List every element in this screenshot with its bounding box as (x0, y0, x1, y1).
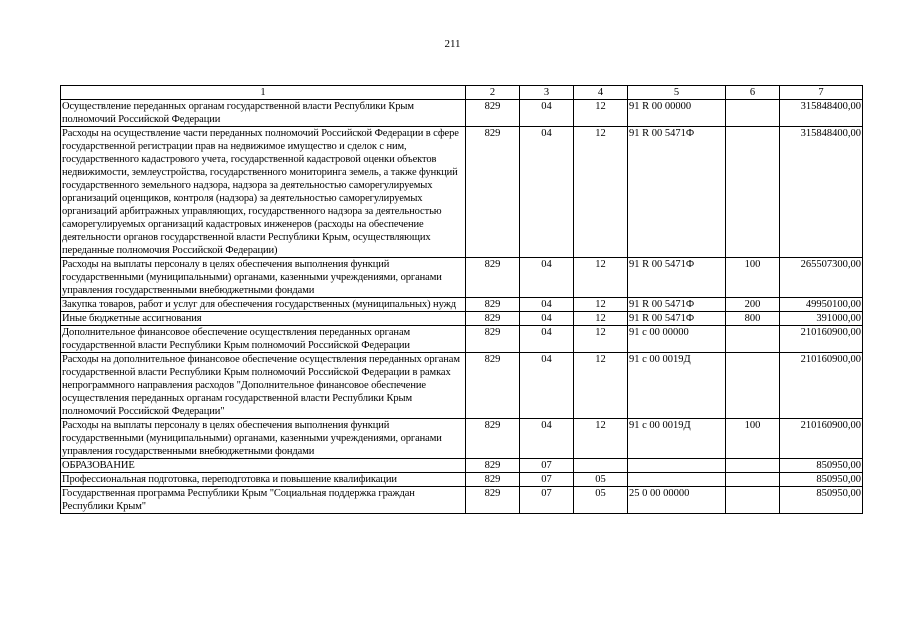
header-col-3: 3 (520, 86, 574, 100)
row-expense-type (726, 487, 780, 514)
row-name: Расходы на дополнительное финансовое обеспечение осуществления переданных органам государственной власти Республики Крым полномочий Российской Федерации в рамках непрограммного направления расходов "Дополнительное финансовое обеспечение осуществления переданных органам государственной власти Республики Крым полномочий Российской Федерации" (61, 353, 466, 419)
row-amount: 315848400,00 (780, 100, 863, 127)
row-target-article: 91 с 00 00000 (628, 326, 726, 353)
row-expense-type: 100 (726, 419, 780, 459)
header-col-1: 1 (61, 86, 466, 100)
row-target-article (628, 459, 726, 473)
table-row (61, 459, 863, 473)
table-row (61, 298, 863, 312)
row-section: 04 (520, 127, 574, 258)
header-col-7: 7 (780, 86, 863, 100)
row-section: 04 (520, 326, 574, 353)
row-ministry-code: 829 (466, 100, 520, 127)
row-name: Государственная программа Республики Крым "Социальная поддержка граждан Республики Крым" (61, 487, 466, 514)
row-ministry-code: 829 (466, 298, 520, 312)
row-target-article: 91 с 00 0019Д (628, 353, 726, 419)
row-subsection: 05 (574, 473, 628, 487)
row-name: Профессиональная подготовка, переподготовка и повышение квалификации (61, 473, 466, 487)
row-section: 07 (520, 459, 574, 473)
row-ministry-code: 829 (466, 419, 520, 459)
row-section: 04 (520, 100, 574, 127)
table-row (61, 100, 863, 127)
row-subsection: 12 (574, 353, 628, 419)
row-target-article: 25 0 00 00000 (628, 487, 726, 514)
row-amount: 210160900,00 (780, 326, 863, 353)
page-number: 211 (444, 38, 461, 50)
row-ministry-code: 829 (466, 353, 520, 419)
row-expense-type: 800 (726, 312, 780, 326)
header-col-6: 6 (726, 86, 780, 100)
table-row (61, 419, 863, 459)
row-section: 04 (520, 353, 574, 419)
row-expense-type: 100 (726, 258, 780, 298)
table-row (61, 312, 863, 326)
row-amount: 210160900,00 (780, 419, 863, 459)
row-section: 04 (520, 419, 574, 459)
row-amount: 391000,00 (780, 312, 863, 326)
row-subsection: 12 (574, 258, 628, 298)
row-section: 04 (520, 298, 574, 312)
row-target-article: 91 R 00 5471Ф (628, 298, 726, 312)
row-expense-type (726, 127, 780, 258)
row-name: Расходы на осуществление части переданных полномочий Российской Федерации в сфере государственной регистрации прав на недвижимое имущество и сделок с ним, государственного кадастрового учета, государственной кадастровой оценки объектов недвижимости, землеустройства, государственного мониторинга земель, а также функций государственного земельного надзора, надзора за деятельностью саморегулируемых организаций оценщиков, контроля (надзора) за деятельностью саморегулируемых организаций арбитражных управляющих, государственного надзора за деятельностью саморегулируемых организаций кадастровых инженеров (расходы на обеспечение деятельности органов государственной власти Республики Крым, осуществляющих переданные полномочия Российской Федерации) (61, 127, 466, 258)
row-ministry-code: 829 (466, 459, 520, 473)
table-row (61, 473, 863, 487)
row-expense-type (726, 100, 780, 127)
row-ministry-code: 829 (466, 473, 520, 487)
row-name: Дополнительное финансовое обеспечение осуществления переданных органам государственной власти Республики Крым полномочий Российской Федерации (61, 326, 466, 353)
row-amount: 210160900,00 (780, 353, 863, 419)
row-ministry-code: 829 (466, 326, 520, 353)
row-name: ОБРАЗОВАНИЕ (61, 459, 466, 473)
row-section: 04 (520, 258, 574, 298)
row-ministry-code: 829 (466, 312, 520, 326)
row-target-article: 91 R 00 5471Ф (628, 258, 726, 298)
header-col-2: 2 (466, 86, 520, 100)
row-expense-type (726, 459, 780, 473)
table-row (61, 326, 863, 353)
header-col-5: 5 (628, 86, 726, 100)
table-row (61, 127, 863, 258)
row-amount: 315848400,00 (780, 127, 863, 258)
row-name: Закупка товаров, работ и услуг для обеспечения государственных (муниципальных) нужд (61, 298, 466, 312)
table-row (61, 258, 863, 298)
row-expense-type (726, 353, 780, 419)
row-name: Осуществление переданных органам государственной власти Республики Крым полномочий Российской Федерации (61, 100, 466, 127)
table-row (61, 487, 863, 514)
header-col-4: 4 (574, 86, 628, 100)
row-name: Иные бюджетные ассигнования (61, 312, 466, 326)
row-amount: 850950,00 (780, 487, 863, 514)
row-subsection: 12 (574, 127, 628, 258)
row-subsection: 12 (574, 326, 628, 353)
row-subsection: 12 (574, 100, 628, 127)
header-row (61, 86, 863, 100)
row-amount: 265507300,00 (780, 258, 863, 298)
row-subsection: 05 (574, 487, 628, 514)
row-section: 04 (520, 312, 574, 326)
row-subsection: 12 (574, 312, 628, 326)
row-expense-type: 200 (726, 298, 780, 312)
table-row (61, 353, 863, 419)
row-name: Расходы на выплаты персоналу в целях обеспечения выполнения функций государственными (муниципальными) органами, казенными учреждениями, органами управления государственными внебюджетными фондами (61, 419, 466, 459)
row-amount: 850950,00 (780, 459, 863, 473)
row-subsection: 12 (574, 298, 628, 312)
row-target-article: 91 R 00 5471Ф (628, 127, 726, 258)
row-ministry-code: 829 (466, 487, 520, 514)
row-ministry-code: 829 (466, 258, 520, 298)
row-expense-type (726, 326, 780, 353)
row-target-article: 91 R 00 00000 (628, 100, 726, 127)
budget-table (60, 85, 863, 514)
row-expense-type (726, 473, 780, 487)
row-name: Расходы на выплаты персоналу в целях обеспечения выполнения функций государственными (муниципальными) органами, казенными учреждениями, органами управления государственными внебюджетными фондами (61, 258, 466, 298)
row-subsection: 12 (574, 419, 628, 459)
row-target-article (628, 473, 726, 487)
row-section: 07 (520, 487, 574, 514)
row-section: 07 (520, 473, 574, 487)
row-amount: 49950100,00 (780, 298, 863, 312)
row-ministry-code: 829 (466, 127, 520, 258)
row-target-article: 91 с 00 0019Д (628, 419, 726, 459)
row-target-article: 91 R 00 5471Ф (628, 312, 726, 326)
row-amount: 850950,00 (780, 473, 863, 487)
row-subsection (574, 459, 628, 473)
